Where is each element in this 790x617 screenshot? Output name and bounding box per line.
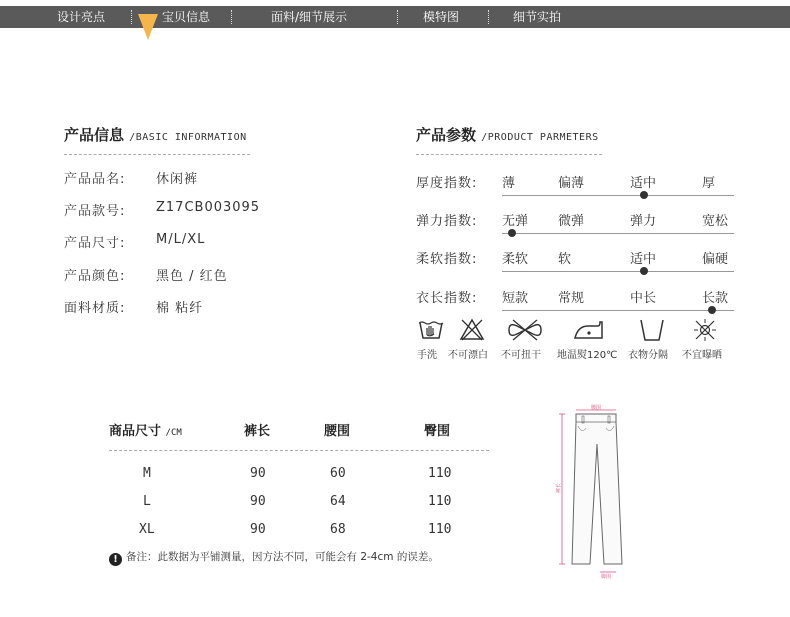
size-label: M	[143, 466, 151, 481]
product-info-subtitle: /BASIC INFORMATION	[129, 132, 247, 143]
nav-item-fabric-details[interactable]: 面料/细节展示	[271, 10, 348, 24]
param-option: 短款	[502, 291, 529, 306]
warning-icon: !	[109, 553, 122, 566]
table-divider	[109, 450, 489, 451]
info-value: M/L/XL	[156, 232, 206, 247]
note-text: 备注：此数据为平铺测量，因方法不同，可能会有 2-4cm 的误差。	[126, 551, 439, 563]
size-value: 110	[428, 494, 452, 509]
care-label: 不宜曝晒	[682, 350, 722, 361]
hem-label: 脚围	[600, 574, 612, 580]
param-option: 偏硬	[702, 252, 729, 267]
info-label: 产品款号:	[64, 204, 126, 219]
care-label: 衣物分隔	[628, 350, 668, 361]
param-option: 适中	[630, 176, 657, 191]
iron-low-icon	[572, 318, 606, 342]
column-header-length: 裤长	[244, 424, 271, 439]
divider	[416, 154, 602, 155]
no-wring-icon	[505, 318, 545, 342]
size-value: 110	[428, 522, 452, 537]
product-info-title: 产品信息	[64, 126, 125, 144]
param-row	[416, 248, 736, 272]
param-option: 中长	[630, 291, 657, 306]
product-params-subtitle: /PRODUCT PARMETERS	[481, 132, 599, 143]
care-no-sun	[682, 318, 730, 364]
param-option: 长款	[702, 291, 729, 306]
param-row	[416, 172, 736, 196]
separate-wash-icon	[639, 318, 665, 342]
pants-measurement-diagram	[548, 404, 630, 584]
no-bleach-icon	[459, 318, 485, 342]
info-value: 棉 粘纤	[156, 301, 204, 316]
size-value: 90	[250, 466, 266, 481]
param-option: 柔软	[502, 252, 529, 267]
param-scale-line	[502, 195, 734, 196]
param-label: 弹力指数:	[416, 214, 478, 229]
param-indicator-dot	[708, 306, 716, 314]
nav-separator	[131, 10, 132, 24]
param-label: 柔软指数:	[416, 252, 478, 267]
param-option: 偏薄	[558, 176, 585, 191]
care-no-wring	[500, 318, 550, 364]
param-indicator-dot	[640, 191, 648, 199]
param-option: 适中	[630, 252, 657, 267]
nav-separator	[397, 10, 398, 24]
info-label: 产品颜色:	[64, 269, 126, 284]
param-indicator-dot	[508, 229, 516, 237]
size-value: 110	[428, 466, 452, 481]
size-label: L	[143, 494, 151, 509]
param-option: 厚	[702, 176, 716, 191]
hand-wash-icon	[418, 318, 444, 342]
size-value: 68	[330, 522, 346, 537]
param-option: 软	[558, 252, 572, 267]
measurement-note	[109, 549, 439, 566]
top-nav	[0, 0, 790, 34]
size-table-title	[109, 420, 182, 439]
param-option: 微弹	[558, 214, 585, 229]
info-value: 黑色 / 红色	[156, 269, 228, 284]
care-label: 不可漂白	[448, 350, 488, 361]
care-separate-wash	[627, 318, 679, 364]
waist-label: 腰围	[590, 405, 602, 411]
param-option: 无弹	[502, 214, 529, 229]
param-row	[416, 210, 736, 234]
nav-item-highlights[interactable]: 设计亮点	[57, 10, 106, 24]
size-table-title-text: 商品尺寸	[109, 424, 162, 439]
care-label: 不可扭干	[501, 350, 541, 361]
info-value: 休闲裤	[156, 172, 199, 187]
param-label: 衣长指数:	[416, 291, 478, 306]
active-tab-indicator	[138, 14, 158, 40]
nav-item-detail-photos[interactable]: 细节实拍	[513, 10, 562, 24]
info-label: 产品品名:	[64, 172, 126, 187]
param-row	[416, 287, 736, 311]
care-label: 手洗	[417, 350, 437, 361]
care-hand-wash	[416, 318, 446, 364]
param-scale-line	[502, 271, 734, 272]
info-label: 面料材质:	[64, 301, 126, 316]
care-label: 地温熨120℃	[557, 350, 618, 361]
param-label: 厚度指数:	[416, 176, 478, 191]
nav-separator	[488, 10, 489, 24]
param-option: 常规	[558, 291, 585, 306]
column-header-waist: 腰围	[324, 424, 351, 439]
chain-border-bottom	[0, 28, 790, 34]
care-no-bleach	[448, 318, 496, 364]
product-info-heading	[64, 124, 247, 145]
product-params-title: 产品参数	[416, 126, 477, 144]
divider	[64, 154, 250, 155]
size-value: 64	[330, 494, 346, 509]
column-header-hip: 臀围	[424, 424, 451, 439]
product-params-heading	[416, 124, 599, 145]
param-indicator-dot	[640, 267, 648, 275]
param-scale-line	[502, 233, 734, 234]
nav-bar	[0, 6, 790, 28]
size-value: 60	[330, 466, 346, 481]
size-label: XL	[139, 522, 155, 537]
care-iron-low	[556, 318, 618, 364]
param-scale-line	[502, 310, 734, 311]
pants-outline	[572, 414, 622, 564]
info-label: 产品尺寸:	[64, 236, 126, 251]
size-value: 90	[250, 494, 266, 509]
length-label: 裤长	[556, 482, 562, 494]
nav-item-product-info[interactable]: 宝贝信息	[162, 10, 211, 24]
size-value: 90	[250, 522, 266, 537]
no-sun-icon	[693, 318, 717, 342]
param-option: 宽松	[702, 214, 729, 229]
info-value: Z17CB003095	[156, 200, 261, 215]
size-table-unit: /CM	[165, 428, 182, 438]
nav-separator	[231, 10, 232, 24]
param-option: 薄	[502, 176, 516, 191]
nav-item-model[interactable]: 模特图	[423, 10, 460, 24]
param-option: 弹力	[630, 214, 657, 229]
